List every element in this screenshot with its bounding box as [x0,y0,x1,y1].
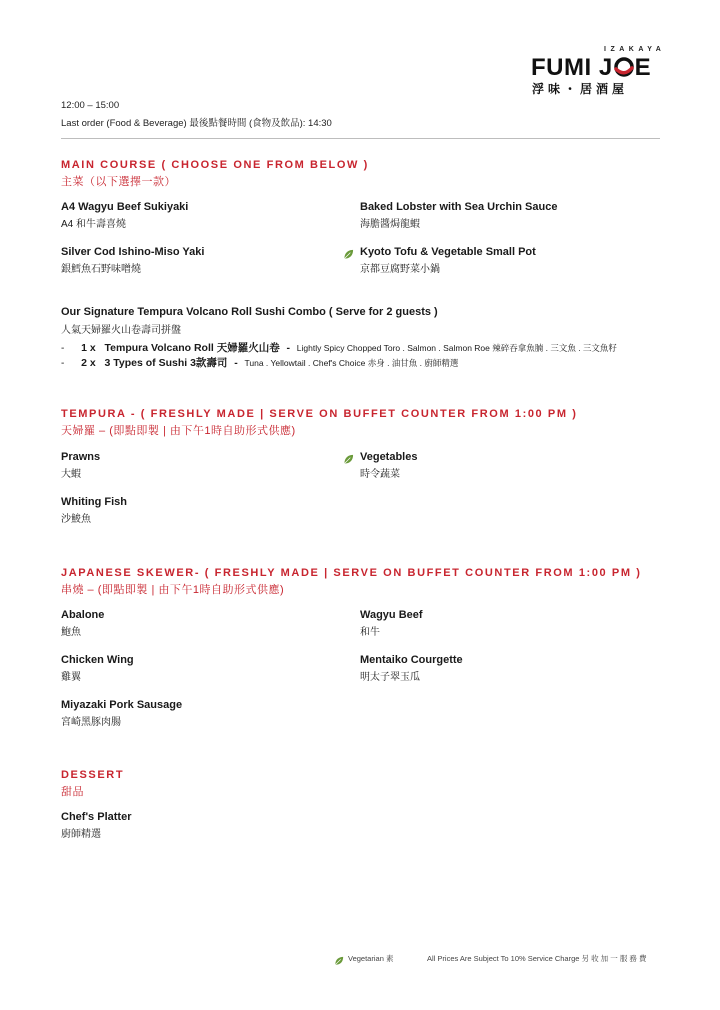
item-name-cn: 海膽醬焗龍蝦 [360,219,420,230]
tempura-subtitle: 天婦羅 – (即點即製 | 由下午1時自助形式供應) [61,425,296,437]
item-name-cn: 大蝦 [61,469,81,480]
menu-item [360,609,423,638]
menu-item [61,201,188,230]
item-name-en: Chef's Platter [61,811,132,823]
opening-hours: 12:00 – 15:00 [61,100,120,111]
item-name-cn: 明太子翠玉瓜 [360,672,420,683]
vegetarian-legend: Vegetarian 素 [348,954,394,963]
service-charge-note: All Prices Are Subject To 10% Service Charge 另 收 加 一 服 務 費 [427,954,647,963]
combo-sep: - [234,357,238,369]
menu-item [360,246,536,275]
main-course-subtitle: 主菜（以下選擇一款） [61,176,176,188]
dessert-title: DESSERT [61,769,125,781]
item-name-cn: 京都豆腐野菜小鍋 [360,264,440,275]
item-name-cn: 廚師精選 [61,829,101,840]
menu-item [61,654,134,683]
item-name-cn: 鮑魚 [61,627,81,638]
item-name-cn: 銀鱈魚石野味噌燒 [61,264,141,275]
leaf-icon [334,953,344,971]
item-name-cn: 宮崎黑豚肉腸 [61,717,121,728]
item-name-cn: 時令蔬菜 [360,469,400,480]
item-name-en: Silver Cod Ishino-Miso Yaki [61,246,205,258]
item-name-cn: 雞翼 [61,672,81,683]
logo [531,54,651,82]
main-course-title: MAIN COURSE ( CHOOSE ONE FROM BELOW ) [61,159,369,171]
logo-name-part2: E [634,54,652,81]
item-name-en: Abalone [61,609,105,621]
item-name-en: Wagyu Beef [360,609,423,621]
combo-qty: 1 x [81,342,96,354]
dessert-subtitle: 甜品 [61,786,84,798]
menu-item [61,699,182,728]
menu-item [61,451,100,480]
signature-combo-en: Our Signature Tempura Volcano Roll Sushi Combo ( Serve for 2 guests ) [61,306,438,318]
menu-item [61,811,131,840]
skewer-subtitle: 串燒 – (即點即製 | 由下午1時自助形式供應) [61,584,285,596]
combo-sep: - [286,342,291,354]
item-name-en: Kyoto Tofu & Vegetable Small Pot [360,246,536,258]
last-order: Last order (Food & Beverage) 最後點餐時間 (食物及飲品): 14:30 [61,118,332,129]
leaf-icon [343,247,354,265]
combo-dash: - [61,358,65,369]
item-name-cn: 和牛 [360,627,380,638]
menu-item [61,609,104,638]
logo-ring-icon [613,56,635,78]
item-name-en: Prawns [61,451,101,463]
logo-name-part1: FUMI J [531,54,613,81]
combo-detail: Lightly Spicy Chopped Toro . Salmon . Salmon Roe 辣碎吞拿魚腩 . 三文魚 . 三文魚籽 [296,343,617,353]
item-name-en: Miyazaki Pork Sausage [61,699,183,711]
combo-qty: 2 x [81,357,96,369]
combo-detail: Tuna . Yellowtail . Chef's Choice 赤身 . 油甘魚 . 廚師精選 [244,358,459,368]
menu-item [61,496,127,525]
combo-line [61,355,458,370]
item-name-cn: 沙鮻魚 [61,514,91,525]
signature-combo [61,306,438,336]
item-name-en: Whiting Fish [61,496,127,508]
menu-item [360,654,463,683]
item-name-en: A4 Wagyu Beef Sukiyaki [61,201,189,213]
item-name-en: Mentaiko Courgette [360,654,463,666]
combo-dash: - [61,343,65,354]
item-name-en: Baked Lobster with Sea Urchin Sauce [360,201,558,213]
item-name-en: Chicken Wing [61,654,134,666]
leaf-icon [343,452,354,470]
skewer-title: JAPANESE SKEWER- ( FRESHLY MADE | SERVE ON BUFFET COUNTER FROM 1:00 PM ) [61,567,642,579]
combo-name: Tempura Volcano Roll 天婦羅火山卷 [104,342,280,354]
item-name-cn: A4 和牛壽喜燒 [61,219,127,230]
logo-chinese: 浮味・居酒屋 [532,82,629,96]
item-name-en: Vegetables [360,451,418,463]
menu-item [61,246,204,275]
combo-line [61,340,617,355]
divider [61,138,660,139]
combo-name: 3 Types of Sushi 3款壽司 [104,357,228,369]
signature-combo-cn: 人氣天婦羅火山卷壽司拼盤 [61,325,181,336]
tempura-title: TEMPURA - ( FRESHLY MADE | SERVE ON BUFFET COUNTER FROM 1:00 PM ) [61,408,578,420]
logo-izakaya-text: IZAKAYA [604,46,666,53]
menu-item [360,451,417,480]
menu-item [360,201,557,230]
